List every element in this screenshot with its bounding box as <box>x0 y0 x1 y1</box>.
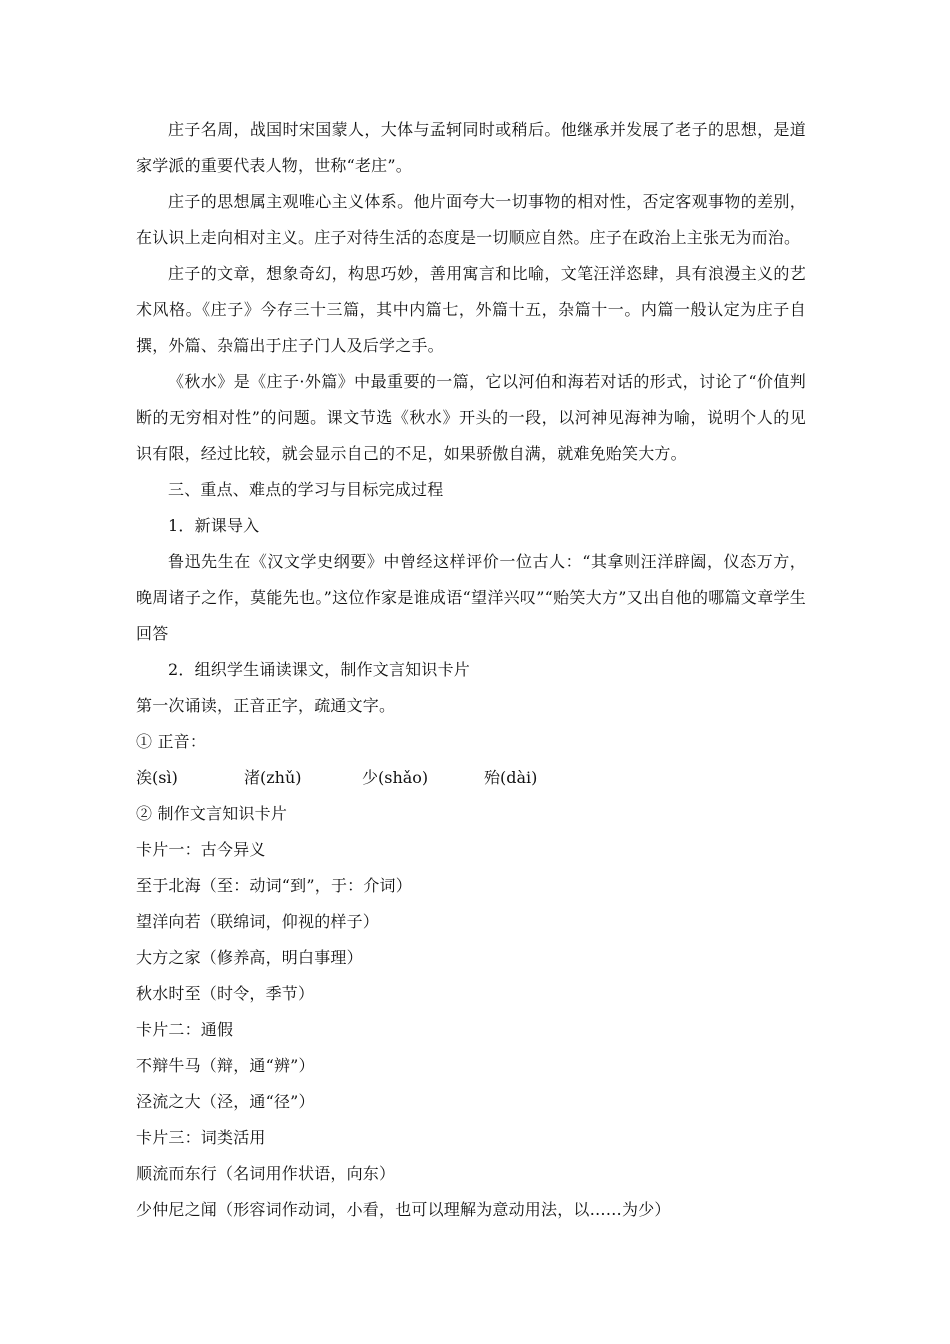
intro-paragraph-3: 庄子的文章，想象奇幻，构思巧妙，善用寓言和比喻，文笔汪洋恣肆，具有浪漫主义的艺术风格。《庄子》今存三十三篇，其中内篇七，外篇十五，杂篇十一。内篇一般认定为庄子自撰，外篇、杂篇出于庄子门人及后学之手。 <box>136 264 806 355</box>
pinyin-row <box>136 760 806 796</box>
step1-heading: 1．新课导入 <box>168 516 260 535</box>
zhengyin-label: ① 正音： <box>136 732 207 751</box>
card2-title: 卡片二：通假 <box>136 1020 234 1039</box>
card3-title: 卡片三：词类活用 <box>136 1128 266 1147</box>
card2-item: 泾流之大（泾，通“径”） <box>136 1092 315 1111</box>
section-heading: 三、重点、难点的学习与目标完成过程 <box>168 480 444 499</box>
pinyin-item: 渚(zhǔ) <box>244 768 302 787</box>
document-body <box>136 112 806 1228</box>
step2-heading: 2．组织学生诵读课文，制作文言知识卡片 <box>168 660 470 679</box>
card1-item: 大方之家（修养高，明白事理） <box>136 948 363 967</box>
card3-item: 少仲尼之闻（形容词作动词，小看，也可以理解为意动用法，以……为少） <box>136 1200 671 1219</box>
card1-item: 望洋向若（联绵词，仰视的样子） <box>136 912 380 931</box>
pinyin-item: 涘(sì) <box>136 768 178 787</box>
card1-item: 秋水时至（时令，季节） <box>136 984 315 1003</box>
card1-item: 至于北海（至：动词“到”，于：介词） <box>136 876 412 895</box>
intro-paragraph-4: 《秋水》是《庄子·外篇》中最重要的一篇，它以河伯和海若对话的形式，讨论了“价值判断的无穷相对性”的问题。课文节选《秋水》开头的一段，以河神见海神为喻，说明个人的见识有限，经过比较，就会显示自己的不足，如果骄傲自满，就难免贻笑大方。 <box>136 372 806 463</box>
card-label: ② 制作文言知识卡片 <box>136 804 288 823</box>
card3-item: 顺流而东行（名词用作状语，向东） <box>136 1164 396 1183</box>
intro-paragraph-2: 庄子的思想属主观唯心主义体系。他片面夸大一切事物的相对性，否定客观事物的差别，在认识上走向相对主义。庄子对待生活的态度是一切顺应自然。庄子在政治上主张无为而治。 <box>136 192 806 247</box>
card2-item: 不辩牛马（辩，通“辨”） <box>136 1056 315 1075</box>
first-reading: 第一次诵读，正音正字，疏通文字。 <box>136 696 396 715</box>
pinyin-item: 殆(dài) <box>484 768 538 787</box>
intro-paragraph-1: 庄子名周，战国时宋国蒙人，大体与孟轲同时或稍后。他继承并发展了老子的思想，是道家学派的重要代表人物，世称“老庄”。 <box>136 120 806 175</box>
pinyin-item: 少(shǎo) <box>362 768 429 787</box>
step1-text: 鲁迅先生在《汉文学史纲要》中曾经这样评价一位古人：“其拿则汪洋辟阖，仪态万方，晚周诸子之作，莫能先也。”这位作家是谁成语“望洋兴叹”“贻笑大方”又出自他的哪篇文章学生回答 <box>136 552 806 643</box>
card1-title: 卡片一：古今异义 <box>136 840 266 859</box>
